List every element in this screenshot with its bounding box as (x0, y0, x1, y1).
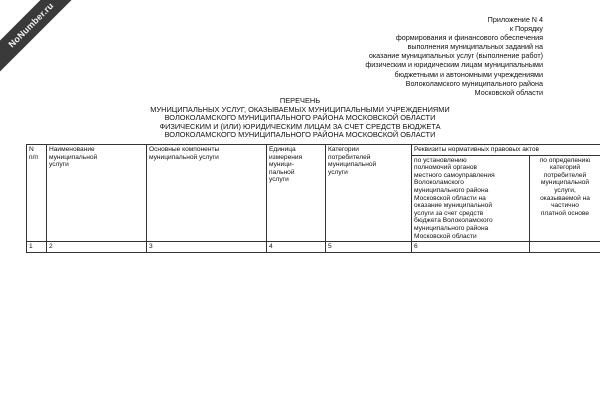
header-text: муниципального района (414, 186, 489, 194)
header-text: категорий (549, 164, 581, 172)
appendix-line: Московской области (474, 87, 543, 97)
header-text: платной основе (540, 209, 590, 217)
column-number: 3 (147, 242, 267, 253)
header-service-name (47, 145, 147, 242)
header-text: п/п (29, 153, 38, 161)
header-components (147, 145, 267, 242)
header-consumers (326, 145, 412, 242)
appendix-line: бюджетными и автономными учреждениями (394, 69, 543, 79)
appendix-line: Приложение N 4 (487, 15, 543, 24)
header-text: Основные компоненты (149, 146, 220, 153)
header-text: оказание муниципальной (414, 202, 493, 210)
column-number: 4 (267, 242, 326, 253)
header-text: Наименование (49, 146, 95, 153)
header-text: по установлению (414, 156, 467, 164)
header-text: муниципальной (540, 179, 590, 187)
header-text: муниципальной (328, 161, 377, 169)
appendix-line: выполнения муниципальных заданий на (407, 42, 543, 52)
header-text: N (29, 146, 34, 153)
table-header-row (27, 145, 600, 156)
header-text: услуги, (554, 186, 576, 194)
header-text: Волоколамского (414, 179, 464, 187)
header-text: бюджета Волоколамского (414, 217, 493, 225)
title-line: ВОЛОКОЛАМСКОГО МУНИЦИПАЛЬНОГО РАЙОНА МОСКОВСКОЙ ОБЛАСТИ (164, 113, 436, 123)
column-number: 5 (326, 242, 412, 253)
header-text: Единица (269, 146, 296, 153)
header-text: измерения (269, 153, 303, 161)
appendix-line: физическим и юридическим лицам муниципальными (365, 60, 543, 70)
header-text: услуги за счет средств (414, 209, 484, 217)
column-number-row (27, 242, 600, 253)
header-number (27, 145, 47, 242)
appendix-note (303, 15, 543, 97)
appendix-line: оказание муниципальных услуг (выполнение работ) (368, 51, 543, 61)
header-text: полномочий органов (414, 164, 478, 172)
column-number: 6 (412, 242, 530, 253)
header-text: услуги (328, 168, 348, 176)
title-line: МУНИЦИПАЛЬНЫХ УСЛУГ, ОКАЗЫВАЕМЫХ МУНИЦИПАЛЬНЫМИ УЧРЕЖДЕНИЯМИ (150, 104, 450, 114)
header-text: потребителей (543, 171, 587, 179)
header-text: Категории (328, 146, 359, 153)
header-paid-basis (530, 155, 600, 242)
title-line: ВОЛОКОЛАМСКОГО МУНИЦИПАЛЬНОГО РАЙОНА МОСКОВСКОЙ ОБЛАСТИ (164, 130, 436, 140)
column-number: 2 (47, 242, 147, 253)
header-text: оказываемой на (540, 194, 590, 202)
title-line: ФИЗИЧЕСКИМ И (ИЛИ) ЮРИДИЧЕСКИМ ЛИЦАМ ЗА СЧЕТ СРЕДСТВ БЮДЖЕТА (159, 121, 441, 131)
header-text: муниципальной услуги (149, 153, 219, 161)
header-text: Московской области на (414, 194, 486, 202)
header-unit (267, 145, 326, 242)
title-line: ПЕРЕЧЕНЬ (279, 96, 321, 105)
header-text: услуги (49, 161, 69, 169)
services-table (26, 144, 600, 253)
header-text: местного самоуправления (414, 171, 495, 179)
header-text: частично (551, 202, 579, 210)
header-authority-acts (412, 155, 530, 242)
header-text: муниципального района (414, 224, 489, 232)
header-text: услуги (269, 176, 289, 184)
document-title (0, 97, 600, 140)
appendix-line: Волоколамского муниципального района (405, 78, 543, 88)
header-legal-acts: Реквизиты нормативных правовых актов (412, 145, 600, 156)
column-number (530, 242, 600, 253)
header-text: муници- (269, 161, 294, 169)
header-text: муниципальной (49, 153, 98, 161)
watermark-text: NoNumber.ru (6, 0, 56, 50)
appendix-line: формирования и финансового обеспечения (395, 33, 543, 43)
header-text: Московской области (414, 232, 477, 240)
header-text: по определению (539, 156, 591, 164)
watermark-ribbon (0, 0, 85, 79)
header-text: пальной (269, 168, 295, 176)
appendix-line: к Порядку (509, 24, 543, 34)
header-text: потребителей (328, 153, 371, 161)
column-number: 1 (27, 242, 47, 253)
